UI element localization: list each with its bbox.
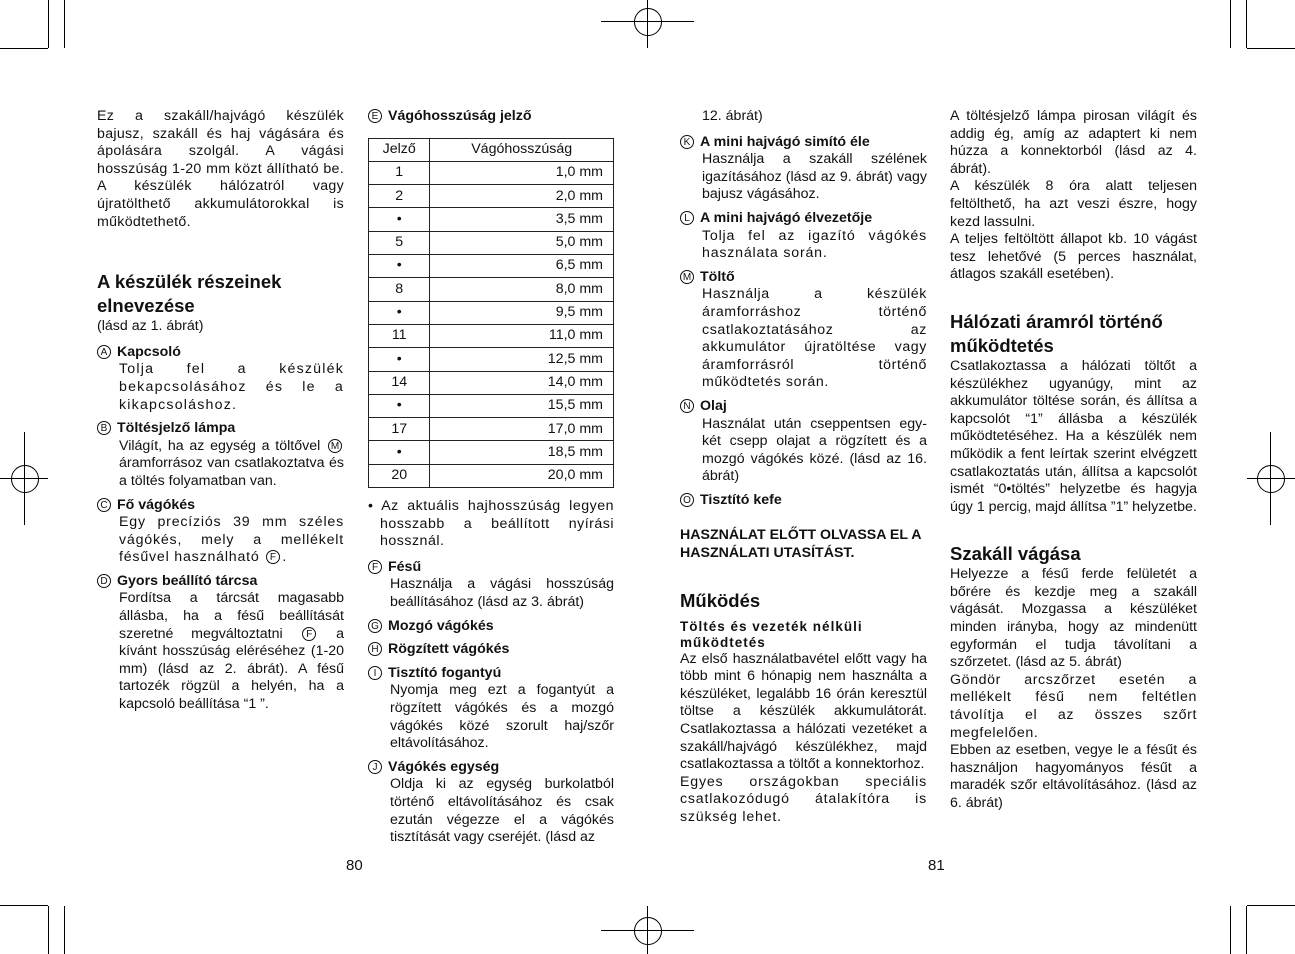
table-cell-indicator: 8 (369, 278, 430, 301)
cutting-length-table (368, 138, 614, 488)
table-row (369, 348, 614, 371)
letter-g-icon: G (368, 619, 382, 633)
part-h-title: Rögzített vágókés (388, 641, 510, 658)
letter-f-icon: F (302, 627, 316, 641)
letter-o-icon: O (680, 493, 694, 507)
page-number-right: 81 (928, 857, 945, 874)
table-cell-indicator: • (369, 208, 430, 231)
table-cell-indicator: • (369, 394, 430, 417)
bullet-note: • Az aktuális hajhosszúság legyen hosszabb a beállított nyírási hossznál. (368, 498, 614, 550)
part-b-body-pre: Világít, ha az egység a töltővel (119, 437, 321, 454)
table-cell-length: 5,0 mm (430, 231, 614, 254)
column-4 (950, 108, 1197, 813)
letter-h-icon: H (368, 642, 382, 656)
table-row (369, 418, 614, 441)
charging-paragraph-2: A készülék 8 óra alatt teljesen feltölthető, ha azt veszi észre, hogy kezd lassulni. (950, 178, 1197, 230)
operation-paragraph-1: Az első használatbavétel előtt vagy ha több mint 6 hónapig nem használta a készüléket, legalább 16 órán keresztül töltse a készülék akkumulátorát. Csatlakoztassa a hálózati vezetéket a szakáll/hajvágó készülékhez, majd csatlakoztassa a töltőt a konnektorhoz. (680, 650, 927, 773)
part-d (97, 573, 344, 714)
part-d-body (97, 590, 344, 713)
table-row (369, 464, 614, 487)
part-m (680, 269, 927, 392)
table-cell-length: 1,0 mm (430, 161, 614, 184)
table-row (369, 231, 614, 254)
table-cell-length: 18,5 mm (430, 441, 614, 464)
table-header-indicator: Jelző (369, 138, 430, 161)
part-i (368, 665, 614, 753)
part-f-title: Fésű (388, 558, 422, 575)
part-a (97, 344, 344, 414)
letter-b-icon: B (97, 421, 111, 435)
part-l (680, 210, 927, 263)
part-d-title: Gyors beállító tárcsa (117, 572, 258, 589)
table-cell-indicator: 1 (369, 161, 430, 184)
beard-paragraph-3: Ebben az esetben, vegye le a fésűt és használjon hagyományos fésűt a maradék szőr eltávolításához. (lásd az 6. ábrát) (950, 742, 1197, 811)
table-row (369, 255, 614, 278)
beard-paragraph-2: Göndör arcszőrzet esetén a mellékelt fésű nem feltétlen távolítja el az összes szőrt megfelelően. (950, 671, 1197, 741)
section-title-beard: Szakáll vágása (950, 543, 1081, 565)
part-i-title: Tisztító fogantyú (388, 664, 502, 681)
part-g-title: Mozgó vágókés (388, 617, 494, 634)
table-cell-indicator: 14 (369, 371, 430, 394)
part-o-title: Tisztító kefe (700, 491, 782, 508)
part-c-body-pre: Egy precíziós 39 mm széles vágókés, mely a mellékelt fésűvel használható (119, 514, 344, 566)
table-cell-indicator: 5 (369, 231, 430, 254)
letter-n-icon: N (680, 399, 694, 413)
part-o (680, 492, 927, 510)
table-cell-length: 12,5 mm (430, 348, 614, 371)
part-k-title: A mini hajvágó simító éle (700, 133, 870, 150)
table-cell-length: 15,5 mm (430, 394, 614, 417)
table-cell-indicator: • (369, 348, 430, 371)
table-row (369, 301, 614, 324)
letter-e-icon: E (368, 109, 382, 123)
letter-a-icon: A (97, 345, 111, 359)
part-e-title: Vágóhosszúság jelző (388, 108, 532, 124)
table-body (369, 161, 614, 487)
beard-paragraph-1: Helyezze a fésű ferde felületét a bőrére és kezdje meg a szakáll vágását. Mozgassa a készüléket minden irányba, hogy az mindenütt egyformán el tudja távolítani a szőrzetet. (lásd az 5. ábrát) (950, 566, 1197, 671)
table-row (369, 394, 614, 417)
part-j-body: Oldja ki az egység burkolatból történő eltávolításához és csak ezután végezze el a vágókés tisztítását vagy cseréjét. (lásd az (390, 776, 614, 846)
letter-f-icon: F (368, 560, 382, 574)
part-i-body: Nyomja meg ezt a fogantyút a rögzített vágókés és a mozgó vágókés közé szorult haj/szőr eltávolításához. (390, 682, 614, 752)
part-b (97, 420, 344, 490)
table-cell-length: 2,0 mm (430, 185, 614, 208)
part-g (368, 618, 614, 636)
column-2 (368, 108, 614, 847)
part-a-body: Tolja fel a készülék bekapcsolásához és le a kikapcsoláshoz. (119, 361, 344, 413)
intro-paragraph: Ez a szakáll/hajvágó készülék bajusz, szakáll és haj vágására és ápolására szolgál. A vágási hosszúság 1-20 mm közt állítható be. A készülék hálózatról vagy újratölthető akkumulátorokkal is működtethető. (97, 108, 344, 230)
part-k (680, 134, 927, 204)
part-d-body-post: a kívánt hosszúság eléréséhez (1-20 mm) (lásd az 2. ábrát). A fésű tartozék rögzül a helyén, ha a kapcsoló beállítása “1 ”. (119, 625, 344, 713)
table-cell-indicator: 20 (369, 464, 430, 487)
table-cell-length: 11,0 mm (430, 324, 614, 347)
page-number-left: 80 (346, 857, 363, 874)
table-header-length: Vágóhosszúság (430, 138, 614, 161)
section-title-operation: Működés (680, 589, 761, 611)
table-row (369, 161, 614, 184)
letter-m-icon: M (680, 270, 694, 284)
part-c-body (97, 514, 344, 567)
column-3 (680, 108, 927, 827)
table-cell-length: 3,5 mm (430, 208, 614, 231)
section-title-parts: A készülék részeinek elnevezése (97, 271, 282, 317)
mains-paragraph: Csatlakoztassa a hálózati töltőt a készülékhez ugyanúgy, mint az akkumulátor töltése során, és állítsa a kapcsolót “1” állásba a készülék működtetéséhez. Ha a készülék nem működik a fent leírtak szerint elvégzett csatlakoztatás után, állítsa a kapcsolót ismét “0•töltés” helyzetbe és hagyja úgy 1 percig, majd állítsa ”1” helyzetbe. (950, 357, 1197, 515)
table-cell-length: 20,0 mm (430, 464, 614, 487)
letter-j-icon: J (368, 760, 382, 774)
table-cell-length: 6,5 mm (430, 255, 614, 278)
table-cell-indicator: • (369, 441, 430, 464)
subtitle-charging: Töltés és vezeték nélküli működtetés (680, 618, 863, 650)
table-cell-indicator: • (369, 301, 430, 324)
letter-i-icon: I (368, 666, 382, 680)
table-cell-length: 14,0 mm (430, 371, 614, 394)
operation-paragraph-2: Egyes országokban speciális csatlakozódugó átalakítóra is szükség lehet. (680, 773, 927, 825)
warning-text: HASZNÁLAT ELŐTT OLVASSA EL A HASZNÁLATI UTASÍTÁST. (680, 527, 921, 562)
table-cell-indicator: 11 (369, 324, 430, 347)
part-n-body: Használat után cseppentsen egy-két csepp olajat a rögzített és a mozgó vágókés közé. (lásd az 16. ábrát) (702, 415, 927, 485)
section-title-mains: Hálózati áramról történő működtetés (950, 310, 1163, 356)
letter-f-icon: F (266, 550, 280, 564)
table-cell-indicator: 17 (369, 418, 430, 441)
table-row (369, 371, 614, 394)
part-m-title: Töltő (700, 268, 735, 285)
part-m-body: Használja a készülék áramforráshoz történő csatlakoztatásához az akkumulátor újratöltése vagy áramforrásról történő működtetés során. (702, 286, 927, 391)
part-l-title: A mini hajvágó élvezetője (700, 209, 873, 226)
part-c-body-post: . (282, 549, 288, 566)
table-row (369, 324, 614, 347)
table-cell-length: 9,5 mm (430, 301, 614, 324)
section-ref: (lásd az 1. ábrát) (97, 318, 204, 335)
letter-l-icon: L (680, 211, 694, 225)
part-a-title: Kapcsoló (117, 343, 181, 360)
part-f-body: Használja a vágási hosszúság beállításához (lásd az 3. ábrát) (390, 576, 614, 611)
part-b-body (97, 438, 344, 491)
part-b-body-post: áramforrásoz van csatlakoztatva és a töltés folyamatban van. (119, 455, 344, 489)
table-cell-indicator: 2 (369, 185, 430, 208)
table-row (369, 185, 614, 208)
part-f (368, 559, 614, 612)
table-row (369, 208, 614, 231)
column-1 (97, 108, 344, 714)
part-h (368, 641, 614, 659)
table-row (369, 441, 614, 464)
part-k-body: Használja a szakáll szélének igazításához (lásd az 9. ábrát) vagy bajusz vágásához. (702, 151, 927, 203)
part-j (368, 759, 614, 847)
part-c (97, 497, 344, 567)
letter-d-icon: D (97, 574, 111, 588)
charging-paragraph-3: A teljes feltöltött állapot kb. 10 vágást tesz lehetővé (5 perces használat, átlagos szakáll esetében). (950, 231, 1197, 283)
letter-m-icon: M (328, 439, 342, 453)
part-c-title: Fő vágókés (117, 496, 196, 513)
part-b-title: Töltésjelző lámpa (117, 420, 236, 437)
part-n (680, 398, 927, 486)
letter-k-icon: K (680, 135, 694, 149)
part-j-continuation: 12. ábrát) (702, 108, 763, 124)
part-n-title: Olaj (700, 397, 727, 414)
part-l-body: Tolja fel az igazító vágókés használata során. (702, 227, 927, 262)
part-d-body-pre: Fordítsa a tárcsát magasabb állásba, ha a fésű beállítását szeretné megváltoztatni (119, 590, 344, 642)
table-cell-length: 17,0 mm (430, 418, 614, 441)
part-e-title-row (368, 108, 614, 126)
table-row (369, 278, 614, 301)
table-cell-length: 8,0 mm (430, 278, 614, 301)
letter-c-icon: C (97, 498, 111, 512)
part-j-title: Vágókés egység (388, 758, 500, 775)
charging-paragraph-1: A töltésjelző lámpa pirosan világít és addig ég, amíg az adaptert ki nem húzza a konnektorból (lásd az 4. ábrát). (950, 108, 1197, 177)
table-cell-indicator: • (369, 255, 430, 278)
